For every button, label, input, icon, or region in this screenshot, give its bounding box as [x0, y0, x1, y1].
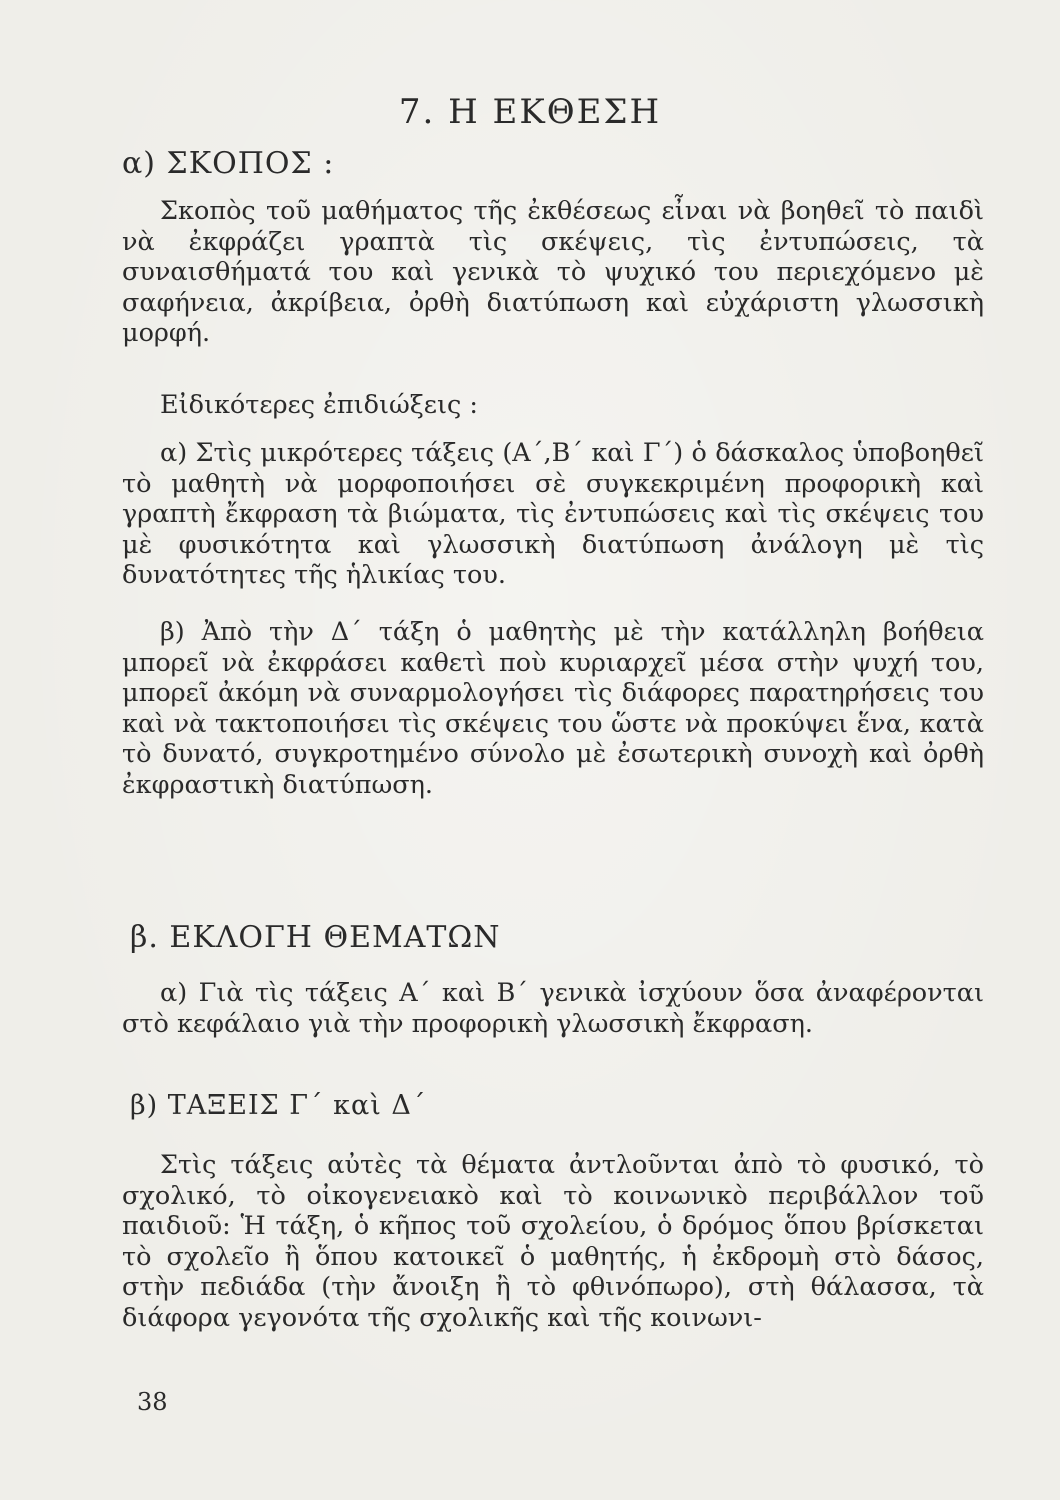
- purpose-paragraph: Σκοπὸς τοῦ μαθήματος τῆς ἐκθέσεως εἶναι νὰ βοηθεῖ τὸ παιδὶ νὰ ἐκφράζει γραπτὰ τὶς σκέψεις, τὶς ἐντυπώσεις, τὰ συναισθήματά του καὶ γενικὰ τὸ ψυχικό του περιεχόμενο μὲ σαφήνεια, ἀκρίβεια, ὀρθὴ διατύπωση καὶ εὐχάριστη γλωσσικὴ μορφή.: [122, 196, 984, 349]
- section-a-heading: α) ΣΚΟΠΟΣ :: [122, 146, 335, 181]
- classes-ab-paragraph: α) Γιὰ τὶς τάξεις Α΄ καὶ Β΄ γενικὰ ἰσχύουν ὅσα ἀναφέρονται στὸ κεφάλαιο γιὰ τὴν προφορικὴ γλωσσικὴ ἔκφραση.: [122, 978, 984, 1039]
- goal-b-paragraph: β) Ἀπὸ τὴν Δ΄ τάξη ὁ μαθητὴς μὲ τὴν κατάλληλη βοήθεια μπορεῖ νὰ ἐκφράσει καθετὶ ποὺ κυριαρχεῖ μέσα στὴν ψυχή του, μπορεῖ ἀκόμη νὰ συναρμολογήσει τὶς διάφορες παρατηρήσεις του καὶ νὰ τακτοποιήσει τὶς σκέψεις του ὥστε νὰ προκύψει ἕνα, κατὰ τὸ δυνατό, συγκροτημένο σύνολο μὲ ἐσωτερικὴ συνοχὴ καὶ ὀρθὴ ἐκφραστικὴ διατύπωση.: [122, 617, 984, 800]
- classes-cd-subheading: β) ΤΑΞΕΙΣ Γ΄ καὶ Δ΄: [130, 1090, 427, 1121]
- classes-cd-paragraph: Στὶς τάξεις αὐτὲς τὰ θέματα ἀντλοῦνται ἀπὸ τὸ φυσικό, τὸ σχολικό, τὸ οἰκογενειακὸ καὶ τὸ κοινωνικὸ περιβάλλον τοῦ παιδιοῦ: Ἡ τάξη, ὁ κῆπος τοῦ σχολείου, ὁ δρόμος ὅπου βρίσκεται τὸ σχολεῖο ἢ ὅπου κατοικεῖ ὁ μαθητής, ἡ ἐκδρομὴ στὸ δάσος, στὴν πεδιάδα (τὴν ἄνοιξη ἢ τὸ φθινόπωρο), στὴ θάλασσα, τὰ διάφορα γεγονότα τῆς σχολικῆς καὶ τῆς κοινωνι-: [122, 1150, 984, 1333]
- section-b-heading: β. ΕΚΛΟΓΗ ΘΕΜΑΤΩΝ: [130, 920, 501, 955]
- specific-goals-label: Εἰδικότερες ἐπιδιώξεις :: [160, 390, 478, 420]
- chapter-title: 7. Η ΕΚΘΕΣΗ: [398, 92, 662, 132]
- goal-a-paragraph: α) Στὶς μικρότερες τάξεις (Α΄,Β΄ καὶ Γ΄) ὁ δάσκαλος ὑποβοηθεῖ τὸ μαθητὴ νὰ μορφοποιήσει σὲ συγκεκριμένη προφορικὴ καὶ γραπτὴ ἔκφραση τὰ βιώματα, τὶς ἐντυπώσεις καὶ τὶς σκέψεις του μὲ φυσικότητα καὶ γλωσσικὴ διατύπωση ἀνάλογη μὲ τὶς δυνατότητες τῆς ἡλικίας του.: [122, 438, 984, 591]
- page-number: 38: [137, 1388, 168, 1416]
